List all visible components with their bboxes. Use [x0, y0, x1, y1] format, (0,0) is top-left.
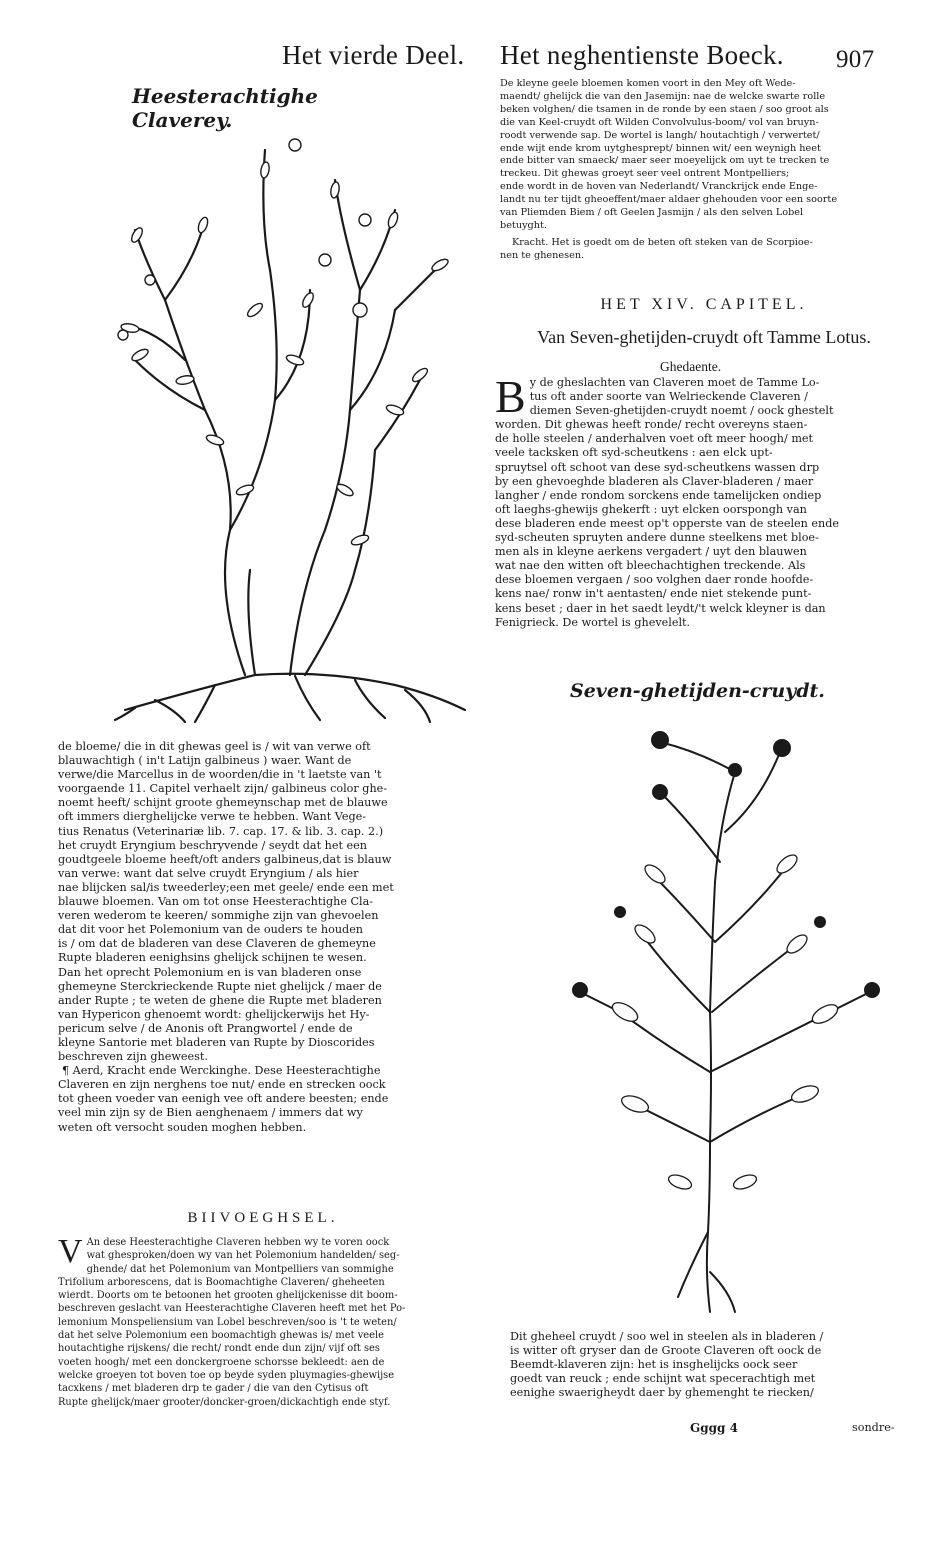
text-line: wat nae den witten oft bleechachtighen treckende. Als	[495, 559, 806, 573]
text-line: is / om dat de bladeren van dese Claveren de ghemeyne	[58, 937, 376, 951]
text-line: wierdt. Doorts om te betoonen het grooten ghelijckenisse dit boom-	[58, 1290, 398, 1302]
text-line: roodt verwende sap. De wortel is langh/ houtachtigh / verwertet/	[500, 129, 820, 141]
text-line: het cruydt Eryngium beschryvende / seydt dat het een	[58, 838, 367, 852]
ghedaente-label: Ghedaente.	[660, 359, 722, 374]
text-line: kens beset ; daer in het saedt leydt/'t welck kleyner is dan	[495, 601, 826, 615]
drop-cap: V	[58, 1233, 83, 1270]
text-line: ander Rupte ; te weten de ghene die Rupte met bladeren	[58, 993, 382, 1007]
text-line: kens nae/ ronw in't aentasten/ ende niet stekende punt-	[495, 587, 812, 601]
page-number: 907	[836, 46, 875, 73]
text-line: syd-scheuten spruyten andere dunne steelkens met bloe-	[495, 531, 819, 545]
text-line: worden. Dit ghewas heeft ronde/ recht overeyns staen-	[495, 418, 808, 432]
lotus-illustration	[560, 712, 890, 1322]
aerd-line: Claveren en zijn nerghens toe nut/ ende en strecken oock	[58, 1078, 386, 1092]
drop-cap: B	[495, 371, 526, 422]
text-line: eenighe swaerigheydt daer by ghemenght te riecken/	[510, 1386, 814, 1400]
text-line: Dan het oprecht Polemonium en is van bladeren onse	[58, 965, 362, 979]
text-line: maendt/ ghelijck die van den Jasemijn: nae de welcke swarte rolle	[500, 90, 826, 102]
text-line: tius Renatus (Veterinariæ lib. 7. cap. 17. & lib. 3. cap. 2.)	[58, 824, 384, 838]
text-line: ghemeyne Sterckrieckende Rupte niet ghelijck / maer de	[58, 979, 382, 993]
text-line: beken volghen/ die tsamen in de ronde by een staen / soo groot als	[500, 103, 829, 115]
running-head-left: Het vierde Deel.	[282, 40, 465, 70]
text-line: van verwe: want dat selve cruydt Eryngium / als hier	[58, 866, 359, 880]
text-line: kleyne Santorie met bladeren van Rupte by Dioscorides	[58, 1035, 375, 1049]
text-line: is witter oft gryser dan de Groote Claveren oft oock de	[510, 1344, 822, 1358]
text-line: van Hypericon ghenoemt wordt: ghelijckerwijs het Hy-	[58, 1007, 370, 1021]
text-line: diemen Seven-ghetijden-cruydt noemt / oock ghestelt	[529, 404, 834, 418]
text-line: verwe/die Marcellus in de woorden/die in 't laetste van 't	[58, 768, 382, 782]
left-bottom-text	[58, 740, 468, 1135]
text-line: goedt van reuck ; ende schijnt wat specerachtigh met	[510, 1372, 816, 1386]
text-line: tus oft ander soorte van Welrieckende Claveren /	[529, 390, 808, 404]
text-line: treckeu. Dit ghewas groeyt seer veel ontrent Montpelliers;	[500, 168, 790, 180]
chapter-title: Van Seven-ghetijden-cruydt oft Tamme Lotus.	[537, 327, 871, 347]
text-line: nae blijcken sal/is tweederley;een met geele/ ende een met	[58, 880, 394, 894]
text-line: tacxkens / met bladeren drp te gader / die van den Cytisus oft	[58, 1383, 369, 1395]
running-head-center: Het neghentienste Boeck.	[500, 40, 784, 70]
text-line: Rupte ghelijck/maer grooter/doncker-groen/dickachtigh ende styf.	[58, 1396, 391, 1408]
text-line: ghende/ dat het Polemonium van Montpelliers van sommighe	[86, 1263, 394, 1275]
bijvoeghsel-body	[58, 1233, 472, 1409]
text-line: dese bloemen vergaen / soo volghen daer ronde hoofde-	[495, 573, 814, 587]
text-line: Dit gheheel cruydt / soo wel in steelen als in bladeren /	[510, 1330, 824, 1343]
aerd-line: tot gheen voeder van eenigh vee oft andere beesten; ende	[58, 1092, 389, 1106]
shrub-illustration	[95, 110, 475, 730]
text-line: An dese Heesterachtighe Claveren hebben wy te voren oock	[86, 1237, 390, 1248]
signature-mark: Gggg 4	[690, 1421, 738, 1435]
text-line: beschreven geslacht van Heesterachtighe Claveren heeft met het Po-	[58, 1303, 406, 1315]
text-line: y de gheslachten van Claveren moet de Tamme Lo-	[529, 376, 820, 389]
text-line: veele tacksken oft syd-scheutkens : aen elck upt-	[495, 446, 773, 460]
text-line: voeten hoogh/ met een donckergroene schorsse bekleedt: aen de	[58, 1356, 385, 1368]
text-line: by een ghevoeghde bladeren als Claver-bladeren / maer	[495, 474, 814, 488]
text-line: men als in kleyne aerkens vergadert / uyt den blauwen	[495, 545, 807, 559]
text-line: de bloeme/ die in dit ghewas geel is / wit van verwe oft	[58, 740, 371, 753]
text-line: voorgaende 11. Capitel verhaelt zijn/ galbineus color ghe-	[58, 782, 388, 796]
text-line: noemt heeft/ schijnt groote ghemeynschap met de blauwe	[58, 796, 388, 810]
text-line: spruytsel oft schoot van dese syd-scheutkens wassen drp	[495, 460, 820, 474]
text-line: houtachtighe rijskens/ die recht/ rondt ende dun zijn/ vijf oft ses	[58, 1343, 380, 1355]
shrub-drawing	[95, 110, 475, 730]
text-line: langher / ende rondom sorckens ende tamelijcken ondiep	[495, 488, 822, 502]
lotus-drawing	[560, 712, 890, 1322]
text-line: ende wijt ende krom uytghesprept/ binnen wit/ een weynigh heet	[500, 142, 821, 154]
text-line: Beemdt-klaveren zijn: het is insghelijcks oock seer	[510, 1358, 798, 1372]
text-line: blauwachtigh ( in't Latijn galbineus ) waer. Want de	[58, 754, 352, 768]
text-line: lemonium Monspeliensium van Lobel beschreven/soo is 't te weten/	[58, 1316, 397, 1328]
text-line: dese bladeren ende meest op't opperste van de steelen ende	[495, 516, 840, 530]
aerd-line: ¶ Aerd, Kracht ende Werckinghe. Dese Heesterachtighe	[62, 1064, 381, 1078]
chapter-body	[495, 371, 907, 630]
text-line: pericum selve / de Anonis oft Prangwortel / ende de	[58, 1021, 353, 1035]
left-figure-title: Heesterachtighe Claverey.	[132, 84, 318, 132]
right-top-text	[500, 78, 908, 263]
catchword: sondre-	[852, 1421, 895, 1434]
text-line: Trifolium arborescens, dat is Boomachtighe Claveren/ gheheeten	[58, 1276, 385, 1288]
text-line: ende wordt in de hoven van Nederlandt/ Vranckrijck ende Enge-	[500, 181, 818, 193]
text-line: beschreven zijn gheweest.	[58, 1050, 208, 1064]
text-line: dat het selve Polemonium een boomachtigh ghewas is/ met veele	[58, 1330, 384, 1342]
text-line: die van Keel-cruydt oft Wilden Convolvulus-boom/ vol van bruyn-	[500, 116, 819, 128]
text-line: welcke groeyen tot boven toe op beyde syden pluymagies-ghewijse	[58, 1369, 395, 1381]
text-line: de holle steelen / anderhalven voet oft meer hoogh/ met	[495, 432, 814, 446]
aerd-line: weten oft versocht souden moghen hebben.	[58, 1120, 307, 1134]
text-line: oft immers dierghelijcke verwe te hebben. Want Vege-	[58, 810, 367, 824]
aerd-line: veel min zijn sy de Bien aenghenaem / immers dat wy	[58, 1106, 363, 1120]
text-line: goudtgeele bloeme heeft/oft anders galbineus,dat is blauw	[58, 852, 392, 866]
text-line: oft laeghs-ghewijs ghekerft : uyt elcken oorspongh van	[495, 502, 807, 516]
kracht-line: Kracht. Het is goedt om de beten oft steken van de Scorpioe-	[512, 236, 813, 248]
text-line: van Pliemden Biem / oft Geelen Jasmijn / als den selven Lobel	[500, 207, 804, 219]
text-line: veren wederom te keeren/ sommighe zijn van ghevoelen	[58, 909, 379, 923]
right-figure-title: Seven-ghetijden-cruydt.	[570, 680, 825, 702]
bijvoeghsel-heading: BIIVOEGHSEL.	[187, 1210, 339, 1226]
text-line: dat dit voor het Polemonium van de ouders te houden	[58, 923, 364, 937]
text-line: wat ghesproken/doen wy van het Polemonium handelden/ seg-	[86, 1250, 400, 1262]
text-line: Rupte bladeren eenighsins ghelijck schijnen te wesen.	[58, 951, 367, 965]
kracht-line-end: nen te ghenesen.	[500, 249, 585, 261]
text-line: ende bitter van smaeck/ maer seer moeyelijck om uyt te trecken te	[500, 155, 830, 167]
right-bottom-text	[510, 1330, 908, 1400]
text-line: betuyght.	[500, 219, 547, 231]
text-line: De kleyne geele bloemen komen voort in den Mey oft Wede-	[500, 78, 796, 89]
text-line: landt nu ter tijdt gheoeffent/maer aldaer ghehouden voor een soorte	[500, 194, 838, 206]
text-line: Fenigrieck. De wortel is ghevelelt.	[495, 615, 691, 629]
chapter-heading: HET XIV. CAPITEL.	[600, 296, 808, 313]
text-line: blauwe bloemen. Van om tot onse Heesterachtighe Cla-	[58, 895, 374, 909]
